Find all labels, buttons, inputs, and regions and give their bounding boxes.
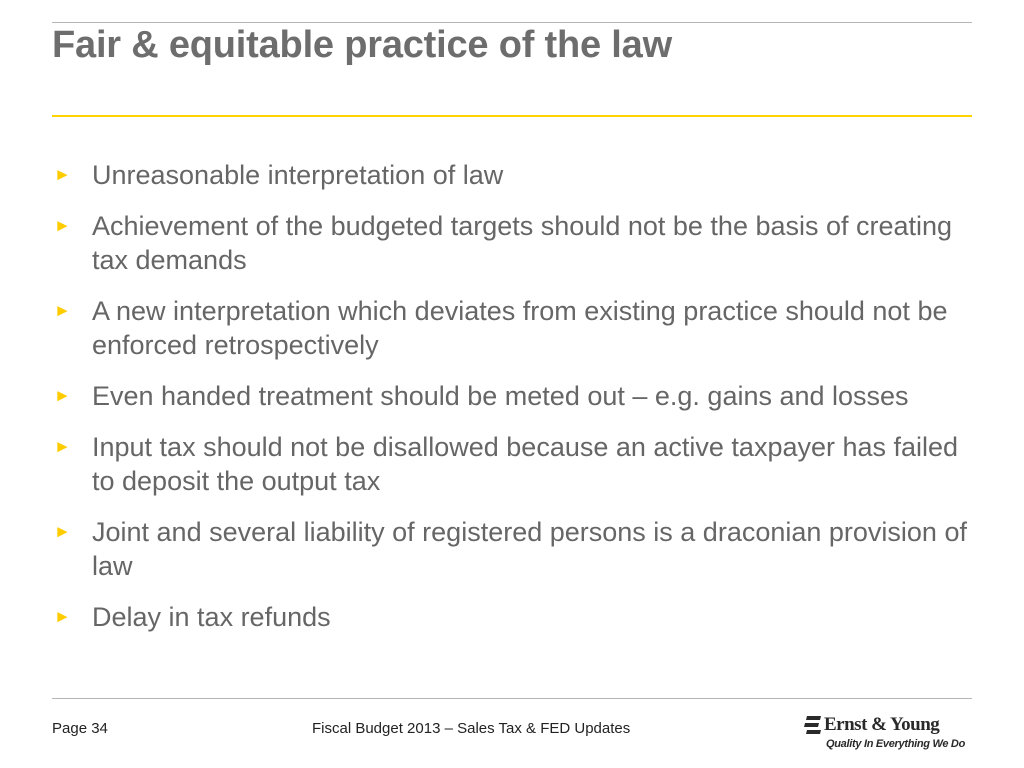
triangle-bullet-icon: ► bbox=[54, 437, 71, 456]
triangle-bullet-icon: ► bbox=[54, 522, 71, 541]
triangle-bullet-icon: ► bbox=[54, 165, 71, 184]
bullet-text: Input tax should not be disallowed because an active taxpayer has failed to deposit the output tax bbox=[92, 432, 959, 496]
bullet-item bbox=[52, 430, 972, 498]
triangle-bullet-icon: ► bbox=[54, 216, 71, 235]
bullet-text: Joint and several liability of registered persons is a draconian provision of law bbox=[92, 517, 967, 581]
top-divider bbox=[52, 22, 972, 23]
page-number: Page 34 bbox=[52, 720, 108, 737]
logo-tagline: Quality In Everything We Do bbox=[826, 738, 965, 750]
bullet-text: A new interpretation which deviates from existing practice should not be enforced retrospectively bbox=[92, 296, 948, 360]
logo-name: Ernst & Young bbox=[824, 714, 940, 735]
bullet-text: Achievement of the budgeted targets should not be the basis of creating tax demands bbox=[92, 211, 953, 275]
bullet-text: Unreasonable interpretation of law bbox=[92, 160, 504, 190]
footer-title: Fiscal Budget 2013 – Sales Tax & FED Updates bbox=[312, 720, 631, 737]
triangle-bullet-icon: ► bbox=[54, 386, 71, 405]
bullet-item bbox=[52, 209, 972, 277]
bullet-item bbox=[52, 379, 972, 413]
bullet-list bbox=[52, 158, 972, 651]
triangle-bullet-icon: ► bbox=[54, 301, 71, 320]
bullet-item bbox=[52, 294, 972, 362]
bullet-text: Delay in tax refunds bbox=[92, 602, 331, 632]
bullet-item bbox=[52, 600, 972, 634]
footer-divider bbox=[52, 698, 972, 699]
logo-bars-icon bbox=[804, 716, 821, 734]
slide-title: Fair & equitable practice of the law bbox=[52, 24, 672, 66]
title-underline bbox=[52, 115, 972, 117]
bullet-item bbox=[52, 515, 972, 583]
company-logo bbox=[804, 714, 974, 754]
bullet-item bbox=[52, 158, 972, 192]
triangle-bullet-icon: ► bbox=[54, 607, 71, 626]
bullet-text: Even handed treatment should be meted out – e.g. gains and losses bbox=[92, 381, 909, 411]
